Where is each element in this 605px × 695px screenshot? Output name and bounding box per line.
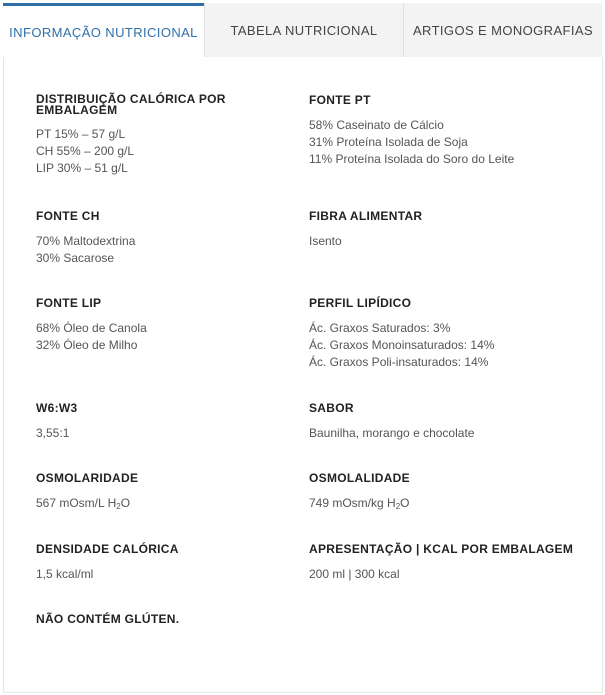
section-line: 1,5 kcal/ml [36,567,94,581]
section-title: FIBRA ALIMENTAR [309,209,423,223]
section-line: PT 15% – 57 g/L [36,127,126,141]
section-gluten [36,613,306,636]
section-line: 31% Proteína Isolada de Soja [309,135,468,149]
section-line: 3,55:1 [36,426,70,440]
section-title: SABOR [309,401,354,415]
section-fonte-ch [36,210,306,267]
section-line: 68% Óleo de Canola [36,321,147,335]
section-title: FONTE LIP [36,296,102,310]
section-line: Ác. Graxos Monoinsaturados: 14% [309,338,495,352]
section-fonte-pt [309,94,579,168]
section-distribuicao-calorica [36,94,306,177]
section-line: Isento [309,234,342,248]
section-title: APRESENTAÇÃO | KCAL POR EMBALAGEM [309,542,574,556]
section-line: 58% Caseinato de Cálcio [309,118,444,132]
section-line: Baunilha, morango e chocolate [309,426,475,440]
section-line: Ác. Graxos Poli-insaturados: 14% [309,355,489,369]
osmolaridade-value: 567 mOsm/L $H_2O$ [36,496,131,511]
section-title: FONTE PT [309,93,371,107]
section-w6w3 [36,402,306,442]
section-title: W6:W3 [36,401,78,415]
section-line: 200 ml | 300 kcal [309,567,400,581]
gluten-notice: NÃO CONTÉM GLÚTEN. [36,612,180,626]
section-osmolalidade [309,472,579,513]
section-title: DISTRIBUIÇÃO CALÓRICA POR EMBALAGEM [36,92,226,117]
tab-artigos-monografias[interactable]: ARTIGOS E MONOGRAFIAS [403,3,602,57]
tab-tabela-nutricional[interactable]: TABELA NUTRICIONAL [204,3,403,57]
section-line: LIP 30% – 51 g/L [36,161,128,175]
section-densidade-calorica [36,543,306,583]
section-apresentacao [309,543,599,583]
section-osmolaridade [36,472,306,513]
section-title: FONTE CH [36,209,100,223]
section-title: OSMOLARIDADE [36,471,139,485]
section-line: Ác. Graxos Saturados: 3% [309,321,451,335]
osmolalidade-value: 749 mOsm/kg $H_2O$ [309,496,410,511]
tab-panel [3,57,603,693]
section-fonte-lip [36,297,306,354]
tab-bar [3,3,602,58]
section-title: DENSIDADE CALÓRICA [36,542,179,556]
section-title: OSMOLALIDADE [309,471,410,485]
section-line: 70% Maltodextrina [36,234,136,248]
section-title: PERFIL LIPÍDICO [309,296,412,310]
section-line: 11% Proteína Isolada do Soro do Leite [309,152,515,166]
section-line: CH 55% – 200 g/L [36,144,135,158]
section-perfil-lipidico [309,297,579,371]
section-sabor [309,402,579,442]
section-line: 32% Óleo de Milho [36,338,138,352]
section-line: 30% Sacarose [36,251,115,265]
tab-informacao-nutricional[interactable]: INFORMAÇÃO NUTRICIONAL [3,3,204,58]
section-fibra-alimentar [309,210,579,250]
